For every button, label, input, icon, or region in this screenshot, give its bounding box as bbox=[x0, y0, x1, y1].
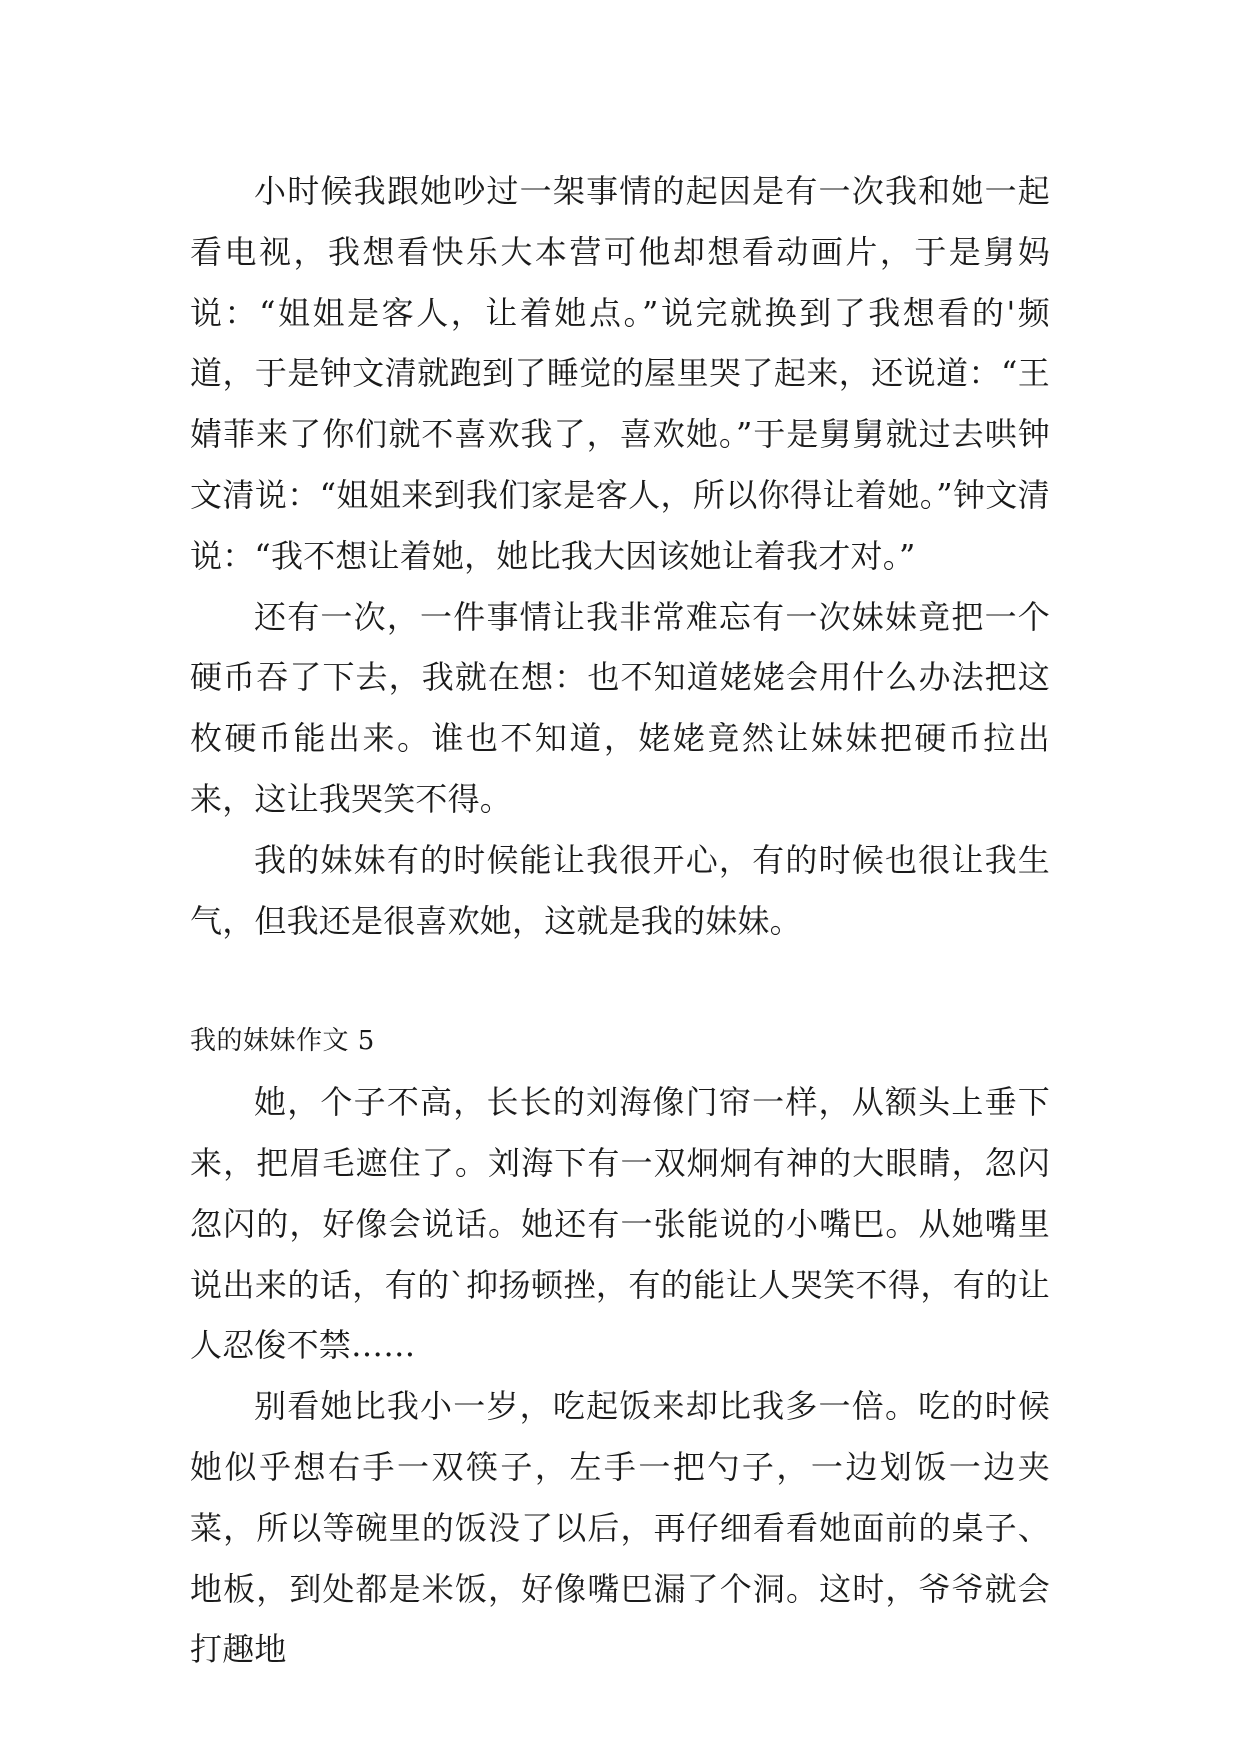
paragraph-eating: 别看她比我小一岁，吃起饭来却比我多一倍。吃的时候她似乎想右手一双筷子，左手一把勺子，一边划饭一边夹菜，所以等碗里的饭没了以后，再仔细看看她面前的桌子、地板，到处都是米饭，好像嘴巴漏了个洞。这时，爷爷就会打趣地 bbox=[190, 1387, 1050, 1669]
paragraph-appearance: 她，个子不高，长长的刘海像门帘一样，从额头上垂下来，把眉毛遮住了。刘海下有一双炯炯有神的大眼睛，忽闪忽闪的，好像会说话。她还有一张能说的小嘴巴。从她嘴里说出来的话，有的`抑扬顿挫，有的能让人哭笑不得，有的让人忍俊不禁…… bbox=[190, 1083, 1050, 1365]
document-body bbox=[190, 161, 1050, 1680]
section-title: 我的妹妹作文 5 bbox=[190, 1026, 375, 1057]
paragraph-summary: 我的妹妹有的时候能让我很开心，有的时候也很让我生气，但我还是很喜欢她，这就是我的妹妹。 bbox=[190, 840, 1050, 940]
paragraph-coin: 还有一次，一件事情让我非常难忘有一次妹妹竟把一个硬币吞了下去，我就在想：也不知道姥姥会用什么办法把这枚硬币能出来。谁也不知道，姥姥竟然让妹妹把硬币拉出来，这让我哭笑不得。 bbox=[190, 597, 1050, 818]
paragraph-quarrel: 小时候我跟她吵过一架事情的起因是有一次我和她一起看电视，我想看快乐大本营可他却想看动画片，于是舅妈说：“姐姐是客人，让着她点。”说完就换到了我想看的'频道，于是钟文清就跑到了睡觉的屋里哭了起来，还说道：“王婧菲来了你们就不喜欢我了，喜欢她。”于是舅舅就过去哄钟文清说：“姐姐来到我们家是客人，所以你得让着她。”钟文清说：“我不想让着她，她比我大因该她让着我才对。” bbox=[190, 172, 1050, 575]
